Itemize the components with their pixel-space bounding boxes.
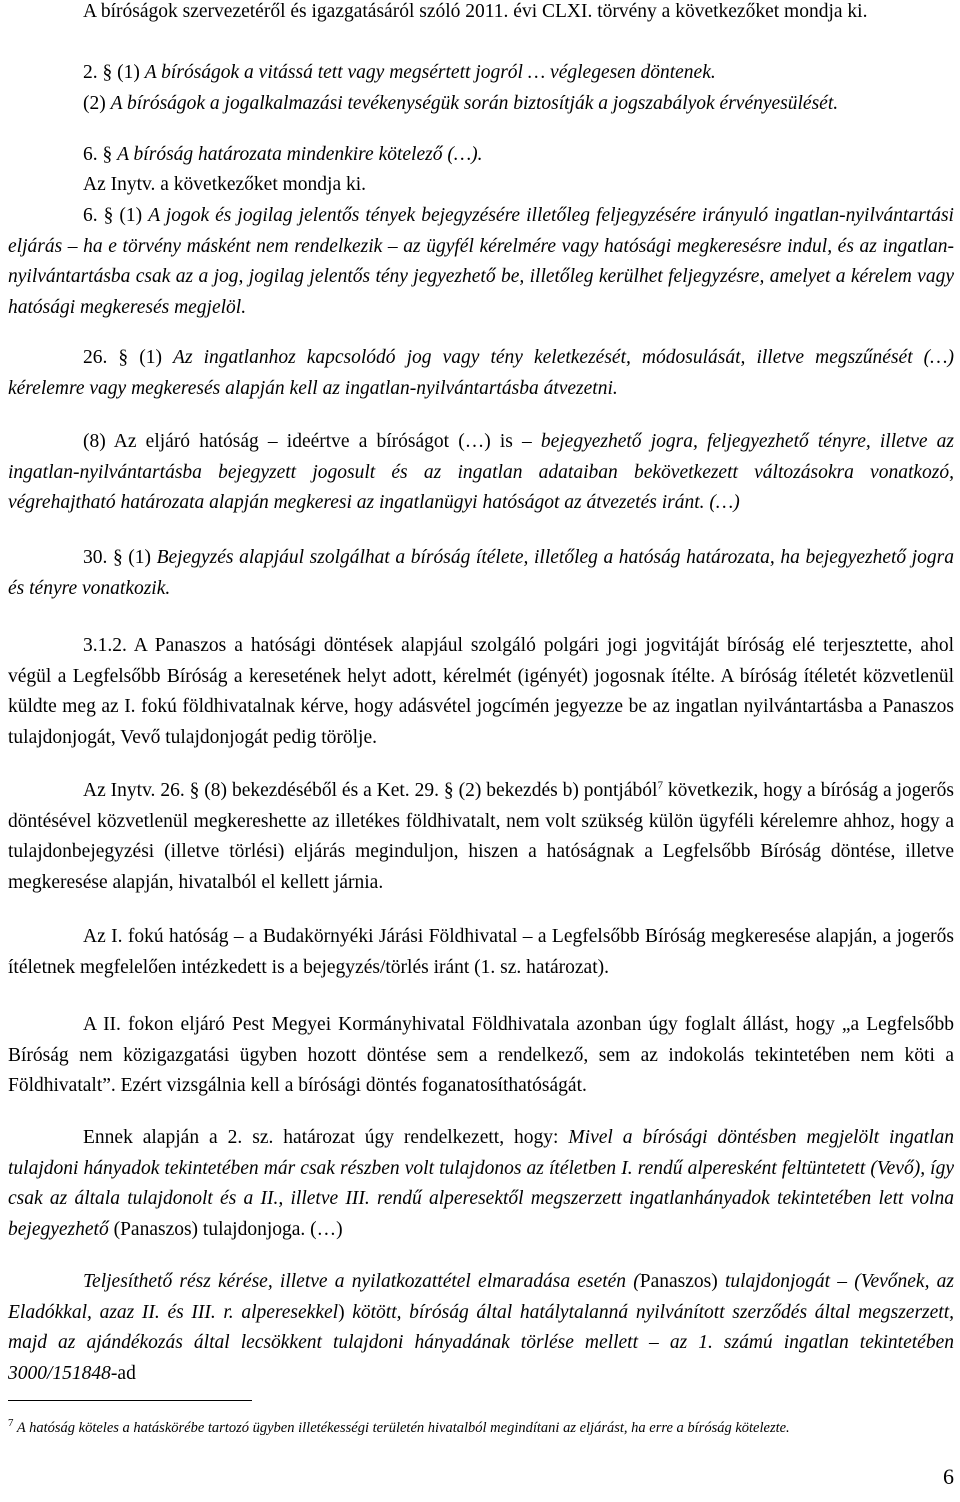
text: Ennek alapján a 2. sz. határozat úgy rendelkezett, hogy:	[83, 1127, 569, 1148]
footnote	[8, 1418, 954, 1438]
text: Az Inytv. 26. § (8) bekezdéséből és a Ket. 29. § (2) bekezdés b) pontjából	[83, 780, 658, 801]
paragraph-inytv-ket-analysis	[8, 776, 954, 898]
text: 3.1.2. A Panaszos a hatósági döntések alapjául szolgáló polgári jogi jogvitáját bíróság elé terjesztette, ahol végül a Legfelsőbb Bíróság a keresetének helyt adott, kérelmét (igényét) jogosnak ítélte. A bíróság ítéletét közvetlenül küldte meg az I. fokú földhivatalnak kérve, hogy adásvétel jogcímén jegyezze be az ingatlan nyilvántartásba a Panaszos tulajdonjogát, Vevő tulajdonjogát pedig törölje.	[8, 635, 954, 748]
italic-text: Mivel a bírósági döntésben megjelölt ingatlan tulajdoni hányadok tekintetében már csak részben volt tulajdonos az ítéletben I. rendű alperesként feltüntetett (Vevő), így csak az általa tulajdonolt és a II., illetve III. rendű alperesektől megszerzett ingatlanhányadok tekintetében lett volna bejegyezhető	[8, 1127, 955, 1240]
paragraph-partial-request	[8, 1267, 954, 1389]
text: )	[338, 1301, 353, 1323]
text: -ad	[110, 1362, 136, 1384]
text: 30. § (1)	[83, 547, 157, 568]
text: 2. § (1)	[83, 62, 145, 83]
italic-text: Az ingatlanhoz kapcsolódó jog vagy tény keletkezését, módosulását, illetve megszűnését (…) kérelemre vagy megkeresés alapján kell az ingatlan-nyilvántartásba átvezetni.	[8, 347, 954, 399]
text: Az Inytv. a következőket mondja ki.	[83, 174, 367, 195]
paragraph-intro-inytv	[8, 170, 954, 201]
footnote-ref: 7	[657, 779, 663, 792]
quote-courts-act-2-2	[8, 89, 954, 120]
footnote-separator	[8, 1400, 252, 1401]
text: Panaszos)	[639, 1271, 725, 1292]
footnote-text: A hatóság köteles a hatáskörébe tartozó ügyben illetékességi területén hivatalból megindítani az eljárást, ha erre a bíróság kötelezte.	[16, 1420, 790, 1436]
paragraph-intro-courts-act	[8, 0, 954, 28]
paragraph-second-instance	[8, 1010, 954, 1102]
italic-text: tulajdonjogát – (Vevőnek, az Eladókkal, azaz II. és III. r. alperesekkel	[8, 1271, 955, 1323]
page-number: 6	[943, 1464, 954, 1489]
text: (8) Az eljáró hatóság – ideértve a bíróságot (…) is –	[83, 431, 541, 452]
italic-text: A bíróságok a vitássá tett vagy megsértett jogról … véglegesen döntenek.	[144, 62, 716, 83]
text: (Panaszos) tulajdonjoga. (…)	[108, 1218, 343, 1240]
paragraph-first-instance	[8, 922, 954, 983]
quote-courts-act-2-1	[8, 58, 954, 89]
text: Az I. fokú hatóság – a Budakörnyéki Járási Földhivatal – a Legfelsőbb Bíróság megkeresése alapján, a jogerős ítéletnek megfelelően intézkedett is a bejegyzés/törlés iránt (1. sz. határozat).	[8, 926, 954, 978]
paragraph-3-1-2	[8, 631, 954, 753]
italic-text: kötött, bíróság által hatálytalanná nyilvánított szerződés által megszerzett, majd az ajándékozás által lecsökkent tulajdoni hányadának törlése mellett – az 1. számú ingatlan tekintetében 3000/151848	[8, 1301, 954, 1384]
italic-text: Bejegyzés alapjául szolgálhat a bíróság ítélete, illetőleg a hatóság határozata, ha bejegyezhető jogra és tényre vonatkozik.	[8, 547, 954, 599]
italic-text: A bíróság határozata mindenkire kötelező (…).	[117, 144, 483, 165]
quote-inytv-6-1	[8, 201, 954, 323]
footnote-number: 7	[8, 1417, 14, 1430]
quote-inytv-26-1	[8, 343, 954, 404]
text: 6. §	[83, 144, 118, 165]
italic-text: Teljesíthető rész kérése, illetve a nyilatkozattétel elmaradása esetén (	[83, 1271, 640, 1292]
text: A II. fokon eljáró Pest Megyei Kormányhivatal Földhivatala azonban úgy foglalt állást, hogy „a Legfelsőbb Bíróság nem közigazgatási ügyben hozott döntése sem a rendelkező, sem az indokolás tekintetében nem köti a Földhivatalt”. Ezért vizsgálnia kell a bírósági döntés foganatosíthatóságát.	[8, 1014, 954, 1097]
italic-text: A jogok és jogilag jelentős tények bejegyzésére illetőleg feljegyzésére irányuló ingatlan-nyilvántartási eljárás – ha e törvény másként nem rendelkezik – az ügyfél kérelmére vagy hatósági megkeresésre indul, és az ingatlan-nyilvántartásba csak az a jog, jogilag jelentős tény jegyezhető be, illetőleg kerülhet feljegyzésre, amelyet a kérelem vagy hatósági megkeresés megjelöl.	[8, 205, 954, 318]
quote-inytv-26-8	[8, 427, 954, 519]
text: 26. § (1)	[83, 347, 174, 368]
text: A bíróságok szervezetéről és igazgatásáról szóló 2011. évi CLXI. törvény a következőket mondja ki.	[83, 1, 868, 22]
paragraph-resolution-2	[8, 1123, 954, 1245]
text: (2)	[83, 93, 111, 114]
italic-text: bejegyezhető jogra, feljegyezhető tényre, illetve az ingatlan-nyilvántartásba bejegyzett jogosult és az ingatlan adataiban bekövetkezett változásokra vonatkozó, végrehajtható határozata alapján megkeresi az ingatlanügyi hatóságot az átvezetés iránt. (…)	[8, 431, 954, 514]
quote-courts-act-6	[8, 140, 954, 171]
italic-text: A bíróságok a jogalkalmazási tevékenységük során biztosítják a jogszabályok érvényesülését.	[110, 93, 839, 114]
text: 6. § (1)	[83, 205, 149, 226]
quote-inytv-30-1	[8, 543, 954, 604]
text: következik, hogy a bíróság a jogerős döntésével közvetlenül megkereshette az illetékes földhivatalt, nem volt szükség külön ügyféli kérelemre ahhoz, hogy a tulajdonbejegyzési (illetve törlési) eljárás meginduljon, hiszen a hatóságnak a Legfelsőbb Bíróság döntése, illetve megkeresése alapján, hivatalból el kellett járnia.	[8, 780, 955, 893]
